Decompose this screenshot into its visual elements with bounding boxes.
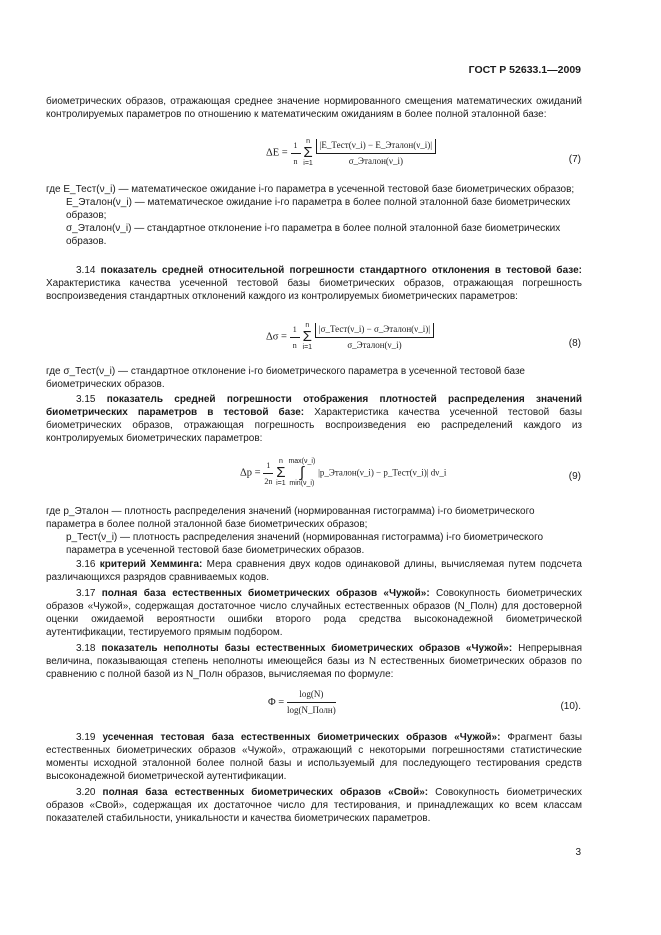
equation-10-number: (10). xyxy=(560,701,581,712)
equation-7-numerator: |E_Тест(ν_i) − E_Эталон(ν_i)| xyxy=(316,139,436,154)
section-3-14: 3.14 показатель средней относительной погрешности стандартного отклонения в тестовой базе: Характеристика качества усеченной тестовой базы биометрических образов, отражающая погрешность воспроизведения стандартных отклонений каждого из контролируемых биометрических параметров: xyxy=(46,265,582,302)
section-3-19: 3.19 усеченная тестовая база естественных биометрических образов «Чужой»: Фрагмент базы естественных биометрических образов «Чужой», отражающий с некоторыми погрешностями статистические моменты исходной эталонной более полной базы и используемый для последующего тестирования средств высоконадежной биометрической аутентификации. xyxy=(46,732,583,782)
definition-item: p_Тест(ν_i) — плотность распределения значений (нормированная гистограмма) i-го биометрического параметра в усеченной тестовой базе биометрических образов. xyxy=(66,532,544,556)
equation-7: ΔE = $\frac{1}{n}$ n Σ i=1 $\frac{\text{|E\_Тест(ν\_i) − E\_Эталон(ν\_i)|}}{\text{σ\_Эталон(ν\_i)}}$ xyxy=(266,138,436,168)
section-3-17: 3.17 полная база естественных биометрических образов «Чужой»: Совокупность биометрических образов «Чужой», содержащая достаточное число случайных естественных образов (N_Полн) для достоверной оценки ожидаемой вероятности ошибки второго рода средства высоконадежной биометрической аутентификации, тестируемого прямым подбором. xyxy=(46,588,583,638)
page-number: 3 xyxy=(575,847,581,858)
equation-8-number: (8) xyxy=(568,338,581,349)
document-id: ГОСТ Р 52633.1—2009 xyxy=(468,64,581,76)
section-3-18: 3.18 показатель неполноты базы естественных биометрических образов «Чужой»: Непрерывная величина, показывающая степень неполноты имеющейся базы из N естественных биометрических образов по сравнению с полной базой из N_Полн образов, вычисляемая по формуле: xyxy=(46,643,582,680)
equation-10: Φ = $\frac{\log(N)}{\text{log(N\_Полн)}}$ xyxy=(268,689,336,715)
definition-item: σ_Эталон(ν_i) — стандартное отклонение i-го параметра в более полной эталонной базе биометрических образов. xyxy=(66,223,561,247)
intro-paragraph: биометрических образов, отражающая среднее значение нормированного смещения математических ожиданий контролируемых параметров по отношению к математическим ожиданиям в более полной эталонной базе: xyxy=(46,96,582,120)
equation-8: Δσ = $\frac{1}{n}$ n Σ i=1 $\frac{\text{|σ\_Тест(ν\_i) − σ\_Эталон(ν\_i)|}}{\text{σ\_Эталон(ν\_i)}}$ xyxy=(266,322,434,352)
definitions-9 xyxy=(46,505,582,557)
equation-9: Δp = $\frac{1}{2n}$ n Σ i=1 max(ν_i) ∫ min(ν_i) |p_Эталон(ν_i) − p_Тест(ν_i)| dν_i xyxy=(240,458,447,487)
definition-item: где E_Тест(ν_i) — математическое ожидание i-го параметра в усеченной тестовой базе биометрических образов; xyxy=(46,184,575,195)
equation-7-denominator: σ_Эталон(ν_i) xyxy=(348,155,403,166)
equation-9-number: (9) xyxy=(568,471,581,482)
definition-item: где p_Эталон — плотность распределения значений (нормированная гистограмма) i-го биометрического параметра в более полной эталонной базе биометрических образов; xyxy=(46,506,535,530)
definition-item: E_Эталон(ν_i) — математическое ожидание i-го параметра в более полной эталонной базе биометрических образов; xyxy=(66,197,571,221)
equation-7-number: (7) xyxy=(568,154,581,165)
section-3-20: 3.20 полная база естественных биометрических образов «Свой»: Совокупность биометрических образов «Свой», содержащая их достаточное число для тестирования, и принадлежащих ко всем классам показателей стабильности, уникальности и качества биометрических параметров. xyxy=(46,787,582,824)
section-3-16: 3.16 критерий Хемминга: Мера сравнения двух кодов одинаковой длины, вычисляемая путем подсчета различающихся разрядов сравниваемых кодов. xyxy=(46,559,582,583)
section-3-15: 3.15 показатель средней погрешности отображения плотностей распределения значений биометрических параметров в тестовой базе: Характеристика качества усеченной тестовой базы биометрических образов, отражающая погрешность воспроизведения ею распределений каждого из контролируемых биометрических параметров: xyxy=(46,394,583,444)
equation-7-lhs: ΔE = xyxy=(266,147,288,159)
definitions-8 xyxy=(46,365,582,391)
definitions-7 xyxy=(46,183,582,248)
definition-item: где σ_Тест(ν_i) — стандартное отклонение i-го биометрического параметра в усеченной тестовой базе биометрических образов. xyxy=(46,366,525,390)
